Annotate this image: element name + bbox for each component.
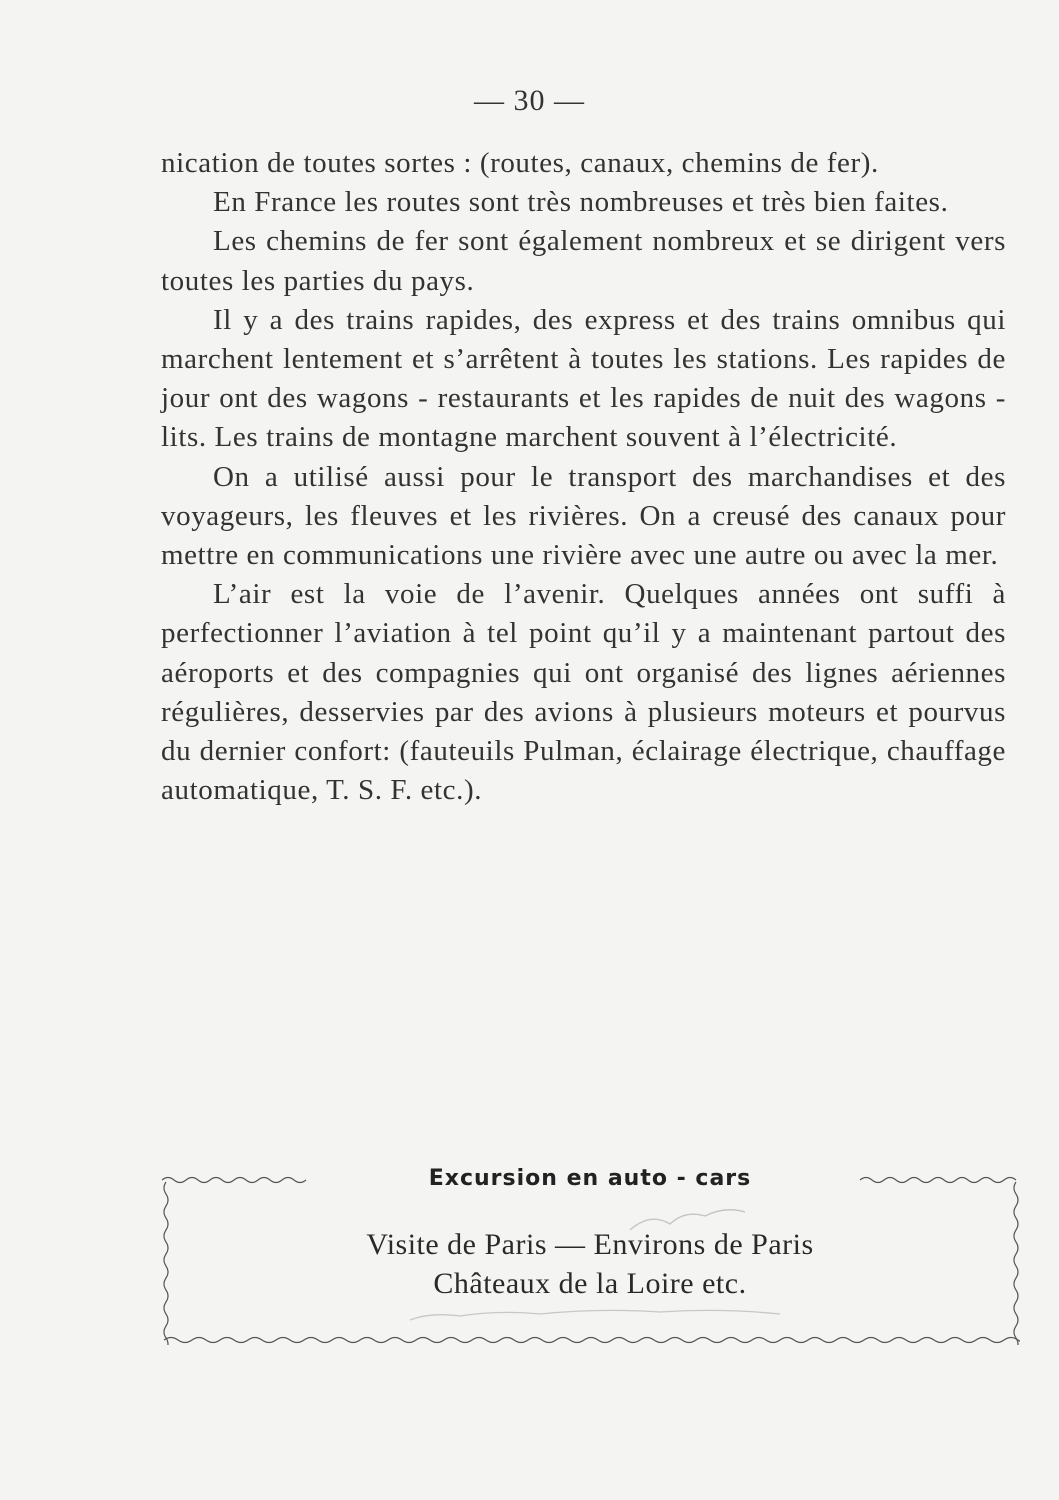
page-number: — 30 — — [474, 84, 585, 117]
excursion-box — [160, 1160, 1020, 1345]
body-text — [161, 144, 1006, 810]
pencil-scribble-bottom — [410, 1310, 780, 1320]
box-line-2: Châteaux de la Loire etc. — [433, 1267, 747, 1300]
paragraph-1: nication de toutes sortes : (routes, canaux, chemins de fer). — [161, 147, 879, 179]
border-bottom — [164, 1338, 1020, 1343]
paragraph-5: On a utilisé aussi pour le transport des marchandises et des voyageurs, les fleuves et les rivières. On a creusé des canaux pour mettre en communications une rivière avec une autre ou avec la mer. — [161, 460, 1006, 572]
paragraph-6: L’air est la voie de l’avenir. Quelques années ont suffi à perfectionner l’aviation à tel point qu’il y a maintenant partout des aéroports et des compagnies qui ont organisé des lignes aériennes régulières, desservies par des avions à plusieurs moteurs et pourvus du dernier confort: (fauteuils Pulman, éclairage électrique, chauffage automatique, T. S. F. etc.). — [161, 578, 1006, 807]
pencil-scribble-top — [630, 1210, 745, 1230]
border-right — [1014, 1182, 1018, 1345]
paragraph-4: Il y a des trains rapides, des express et des trains omnibus qui marchent lentement et s’arrêtent à toutes les stations. Les rapides de jour ont des wagons - restaurants et les rapides de nuit des wagons - lits. Les trains de montagne marchent souvent à l’électricité. — [161, 303, 1006, 454]
paragraph-2: En France les routes sont très nombreuses et très bien faites. — [213, 186, 949, 219]
box-title: Excursion en auto - cars — [428, 1166, 752, 1191]
border-left — [164, 1182, 168, 1345]
box-line-1: Visite de Paris — Environs de Paris — [366, 1228, 814, 1261]
paragraph-3: Les chemins de fer sont également nombreux et se dirigent vers toutes les parties du pays. — [161, 225, 1006, 297]
